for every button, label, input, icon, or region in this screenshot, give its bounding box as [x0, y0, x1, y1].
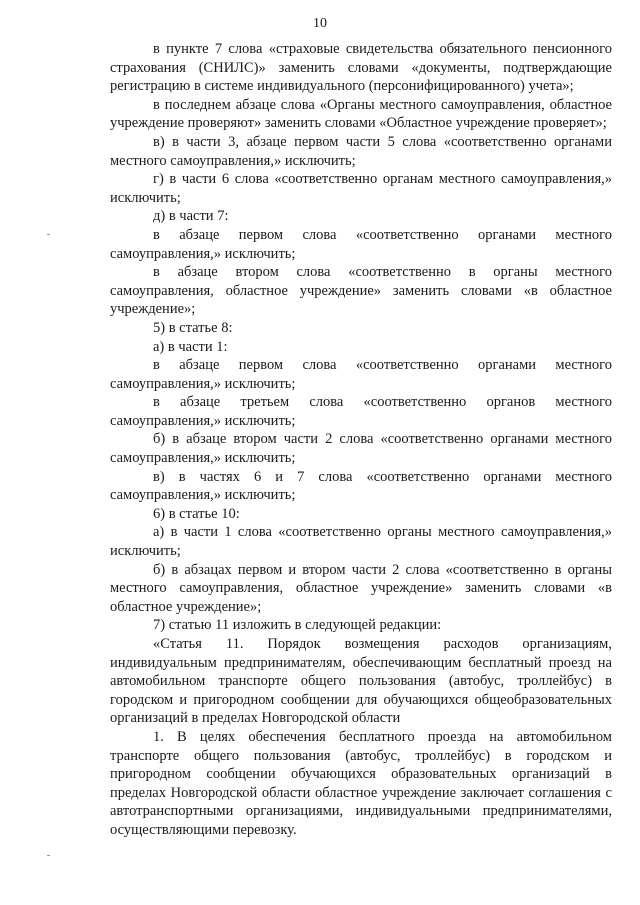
document-body: [110, 40, 612, 840]
paragraph: в абзаце втором слова «соответственно в органы местного самоуправления, областное учреждение» заменить словами «в областное учреждение»;: [110, 264, 612, 318]
paragraph: 6) в статье 10:: [153, 505, 240, 522]
margin-mark: [47, 234, 50, 235]
paragraph: г) в части 6 слова «соответственно органам местного самоуправления,» исключить;: [110, 171, 612, 206]
paragraph: в пункте 7 слова «страховые свидетельства обязательного пенсионного страхования (СНИЛС)» заменить словами «документы, подтверждающие регистрацию в системе индивидуального (персонифицированного) учета»;: [110, 41, 612, 95]
paragraph: 1. В целях обеспечения бесплатного проезда на автомобильном транспорте общего пользования (автобус, троллейбус) в городском и пригородном сообщении обучающихся образовательных организаций в пределах Новгородской области областное учреждение заключает соглашения с автотранспортными организациями, индивидуальными предпринимателями, осуществляющими перевозку.: [110, 728, 612, 838]
paragraph: б) в абзаце втором части 2 слова «соответственно органами местного самоуправления,» исключить;: [110, 431, 612, 467]
margin-mark: [47, 855, 50, 856]
paragraph: в абзаце первом слова «соответственно органами местного самоуправления,» исключить;: [110, 357, 612, 392]
paragraph: д) в части 7:: [153, 208, 229, 225]
paragraph: в) в части 3, абзаце первом части 5 слова «соответственно органами местного самоуправления,» исключить;: [110, 133, 612, 169]
paragraph: а) в части 1 слова «соответственно органы местного самоуправления,» исключить;: [110, 524, 612, 560]
paragraph: в абзаце третьем слова «соответственно органов местного самоуправления,» исключить;: [110, 394, 612, 429]
article-heading-paragraph: «Статья 11. Порядок возмещения расходов организациям, индивидуальным предпринимателям, обеспечивающим бесплатный проезд на автомобильном транспорте общего пользования (автобус, троллейбус) в городском и пригородном сообщении для обучающихся общеобразовательных организаций в пределах Новгородской области: [110, 636, 612, 727]
paragraph: в последнем абзаце слова «Органы местного самоуправления, областное учреждение проверяют» заменить словами «Областное учреждение проверяет»;: [110, 96, 612, 132]
paragraph: 7) статью 11 изложить в следующей редакции:: [153, 617, 442, 634]
paragraph: в абзаце первом слова «соответственно органами местного самоуправления,» исключить;: [110, 226, 612, 262]
paragraph: в) в частях 6 и 7 слова «соответственно органами местного самоуправления,» исключить;: [110, 468, 612, 504]
paragraph: б) в абзацах первом и втором части 2 слова «соответственно в органы местного самоуправления, областное учреждение» заменить словами «в областное учреждение»;: [110, 561, 612, 615]
paragraph: 5) в статье 8:: [153, 319, 233, 336]
page-number: 10: [313, 16, 327, 31]
paragraph: а) в части 1:: [153, 338, 228, 355]
